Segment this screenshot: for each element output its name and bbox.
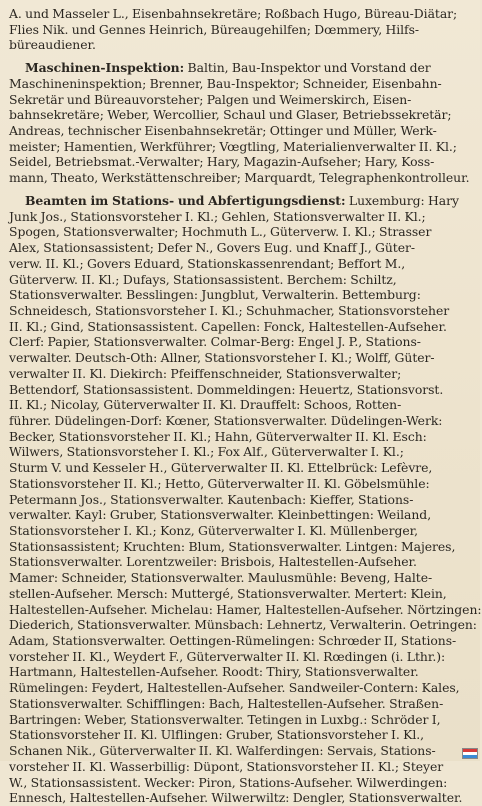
text-run: Baltin, Bau-Inspektor und Vorstand der (184, 60, 431, 76)
text-line: Andreas, technischer Eisenbahnsekretär; Ottinger und Müller, Werk- (9, 123, 437, 139)
section-heading: Beamten im Stations- und Abfertigungsdienst: (25, 192, 346, 208)
text-line: Seidel, Betriebsmat.-Verwalter; Hary, Magazin-Aufseher; Hary, Koss- (9, 154, 435, 170)
text-line: Stationsvorsteher II. Kl.; Hetto, Güterverwalter II. Kl. Göbelsmühle: (9, 475, 430, 491)
text-line: vorsteher II. Kl., Weydert F., Güterverwalter II. Kl. Rœdingen (i. Lthr.): (9, 648, 446, 664)
section-heading: Maschinen-Inspektion: (25, 60, 185, 76)
text-line: meister; Hamentien, Werkführer; Vœgtling, Materialienverwalter II. Kl.; (9, 138, 457, 154)
text-line: Alex, Stationsassistent; Defer N., Govers Eug. und Knaff J., Güter- (9, 240, 416, 256)
text-line: stellen-Aufseher. Mersch: Muttergé, Stationsverwalter. Mertert: Klein, (9, 585, 447, 601)
text-line: Petermann Jos., Stationsverwalter. Kautenbach: Kieffer, Stations- (9, 491, 414, 507)
text-line: verwalter II. Kl. Diekirch: Pfeiffenschneider, Stationsverwalter; (9, 365, 402, 381)
text-line: Stationsvorsteher I. Kl.; Konz, Güterverwalter I. Kl. Müllenberger, (9, 523, 419, 538)
paragraph-gap (9, 53, 472, 60)
text-line: Becker, Stationsvorsteher II. Kl.; Hahn, Güterverwalter II. Kl. Esch: (9, 428, 427, 444)
text-line: führer. Düdelingen-Dorf: Kœner, Stationsverwalter. Düdelingen-Werk: (9, 412, 443, 428)
text-line: Schanen Nik., Güterverwalter II. Kl. Walferdingen: Servais, Stations- (9, 743, 436, 759)
text-line: verwalter. Deutsch-Oth: Allner, Stationsvorsteher I. Kl.; Wolff, Güter- (9, 350, 435, 366)
text-line: bahnsekretäre; Weber, Wercollier, Schaul und Glaser, Betriebssekretär; (9, 107, 452, 123)
flag-stripe (463, 755, 477, 758)
text-line: Spogen, Stationsverwalter; Hochmuth L., Güterverw. I. Kl.; Strasser (9, 224, 432, 240)
text-line: Stationsvorsteher II. Kl. Ulflingen: Gruber, Stationsvorsteher I. Kl., (9, 727, 425, 743)
text-line (9, 60, 472, 76)
paragraph-gap (9, 186, 472, 193)
text-line: Wilwers, Stationsvorsteher I. Kl.; Fox Alf., Güterverwalter I. Kl.; (9, 444, 404, 460)
text-line: II. Kl.; Gind, Stationsassistent. Capellen: Fonck, Haltestellen-Aufseher. (9, 318, 447, 334)
text-line: mann, Theato, Werkstättenschreiber; Marquardt, Telegraphenkontrolleur. (9, 170, 470, 186)
paragraph-lines (9, 208, 482, 806)
text-line: Rümelingen: Feydert, Haltestellen-Aufseher. Sandweiler-Contern: Kales, (9, 680, 460, 696)
text-line: Mamer: Schneider, Stationsverwalter. Maulusmühle: Beveng, Halte- (9, 570, 433, 586)
text-line: vorsteher II. Kl. Wasserbillig: Düpont, Stationsvorsteher II. Kl.; Steyer (9, 758, 444, 774)
text-run: Luxemburg: Hary (345, 192, 459, 208)
text-line: Diederich, Stationsverwalter. Münsbach: Lehnertz, Verwalterin. Oetringen: (9, 617, 477, 633)
text-line: Flies Nik. und Gennes Heinrich, Büreaugehilfen; Dœmmery, Hilfs- (9, 21, 420, 37)
text-line: Maschineninspektion; Brenner, Bau-Inspektor; Schneider, Eisenbahn- (9, 75, 442, 91)
text-line: büreaudiener. (9, 37, 96, 53)
document-text (9, 6, 482, 806)
text-line: A. und Masseler L., Eisenbahnsekretäre; Roßbach Hugo, Büreau-Diätar; (9, 6, 458, 21)
text-line: Stationsverwalter. Schifflingen: Bach, Haltestellen-Aufseher. Straßen- (9, 695, 444, 711)
text-line: Haltestellen-Aufseher. Michelau: Hamer, Haltestellen-Aufseher. Nörtzingen: (9, 601, 482, 617)
text-line: Clerf: Papier, Stationsverwalter. Colmar-Berg: Engel J. P., Stations- (9, 334, 421, 350)
text-line: Stationsverwalter. Lorentzweiler: Brisbois, Haltestellen-Aufseher. (9, 554, 417, 570)
text-line: II. Kl.; Nicolay, Güterverwalter II. Kl. Drauffelt: Schoos, Rotten- (9, 397, 402, 413)
text-line: Bettendorf, Stationsassistent. Dommeldingen: Heuertz, Stationsvorst. (9, 381, 444, 397)
text-line (9, 193, 472, 209)
text-line: Ennesch, Haltestellen-Aufseher. Wilwerwiltz: Dengler, Stationsverwalter. (9, 790, 463, 806)
text-line: Schneidesch, Stationsvorsteher I. Kl.; Schuhmacher, Stationsvorsteher (9, 302, 450, 318)
flag-icon (462, 748, 478, 759)
text-line: Bartringen: Weber, Stationsverwalter. Tetingen in Luxbg.: Schröder I, (9, 711, 441, 727)
text-line: Hartmann, Haltestellen-Aufseher. Roodt: Thiry, Stationsverwalter. (9, 664, 419, 680)
text-line: Stationsassistent; Kruchten: Blum, Stationsverwalter. Lintgen: Majeres, (9, 538, 456, 554)
text-line: Sekretär und Büreauvorsteher; Palgen und Weimerskirch, Eisen- (9, 91, 412, 107)
text-line: W., Stationsassistent. Wecker: Piron, Stations-Aufseher. Wilwerdingen: (9, 774, 448, 790)
text-line: verwalter. Kayl: Gruber, Stationsverwalter. Kleinbettingen: Weiland, (9, 507, 432, 523)
text-line: Stationsverwalter. Besslingen: Jungblut, Verwalterin. Bettemburg: (9, 287, 421, 303)
text-line: Junk Jos., Stationsvorsteher I. Kl.; Gehlen, Stationsverwalter II. Kl.; (9, 208, 426, 224)
text-line: Sturm V. und Kesseler H., Güterverwalter II. Kl. Ettelbrück: Lefèvre, (9, 460, 433, 476)
text-line: Güterverw. II. Kl.; Dufays, Stationsassistent. Berchem: Schiltz, (9, 271, 397, 287)
text-line: Adam, Stationsverwalter. Oettingen-Rümelingen: Schrœder II, Stations- (9, 633, 457, 649)
text-line: verw. II. Kl.; Govers Eduard, Stationskassenrendant; Beffort M., (9, 255, 406, 271)
